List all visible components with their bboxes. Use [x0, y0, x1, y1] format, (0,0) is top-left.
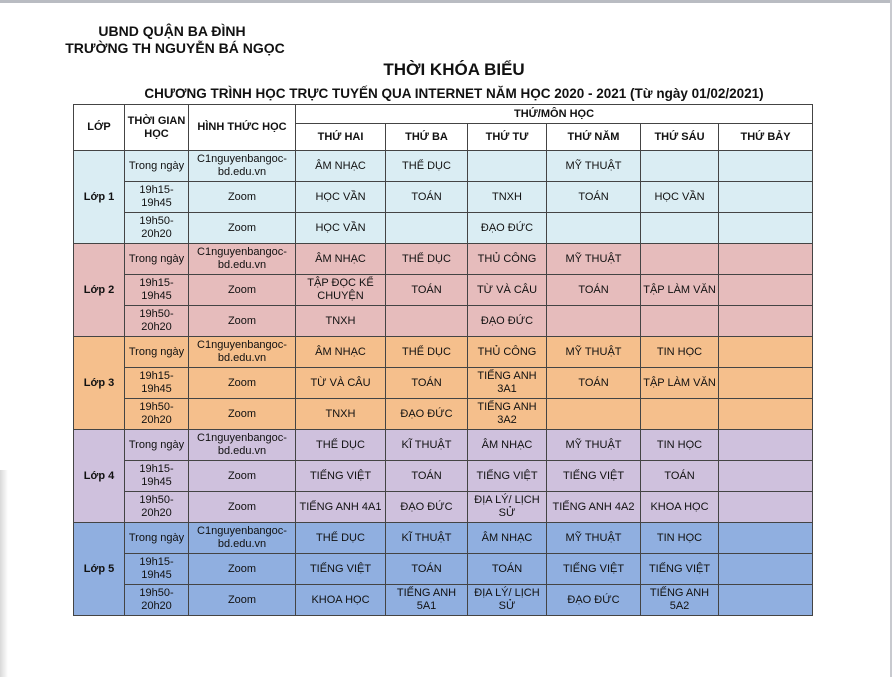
time-cell: 19h50-20h20 [125, 492, 189, 523]
timetable-row [74, 151, 813, 182]
class-name-cell: Lớp 5 [74, 523, 125, 616]
subject-cell [719, 430, 813, 461]
timetable-row [74, 244, 813, 275]
subject-cell [719, 275, 813, 306]
subject-cell: MỸ THUẬT [547, 337, 641, 368]
subject-cell: ĐẠO ĐỨC [468, 306, 547, 337]
header-day: THỨ SÁU [641, 124, 719, 151]
subject-cell: TNXH [468, 182, 547, 213]
page-shadow [0, 470, 8, 677]
subject-cell [719, 585, 813, 616]
subject-cell: MỸ THUẬT [547, 244, 641, 275]
timetable-row [74, 585, 813, 616]
time-cell: Trong ngày [125, 337, 189, 368]
subject-cell: ÂM NHẠC [296, 244, 386, 275]
time-cell: 19h50-20h20 [125, 399, 189, 430]
subject-cell: HỌC VẦN [296, 182, 386, 213]
method-cell: Zoom [189, 275, 296, 306]
subject-cell: TỪ VÀ CÂU [296, 368, 386, 399]
subject-cell [641, 213, 719, 244]
subject-cell: TOÁN [386, 554, 468, 585]
subject-cell [641, 306, 719, 337]
subject-cell: THỂ DỤC [386, 337, 468, 368]
method-cell: C1nguyenbangoc-bd.edu.vn [189, 151, 296, 182]
subject-cell: TIẾNG ANH 4A2 [547, 492, 641, 523]
subject-cell [547, 399, 641, 430]
subject-cell [386, 213, 468, 244]
page-subtitle: CHƯƠNG TRÌNH HỌC TRỰC TUYẾN QUA INTERNET NĂM HỌC 2020 - 2021 (Từ ngày 01/02/2021) [144, 86, 764, 101]
header-day: THỨ TƯ [468, 124, 547, 151]
subject-cell [719, 492, 813, 523]
subject-cell: TIẾNG ANH 3A2 [468, 399, 547, 430]
header-time: THỜI GIAN HỌC [125, 105, 189, 151]
subject-cell [641, 399, 719, 430]
time-cell: 19h15-19h45 [125, 554, 189, 585]
timetable-row [74, 306, 813, 337]
subject-cell: THỦ CÔNG [468, 337, 547, 368]
class-name-cell: Lớp 4 [74, 430, 125, 523]
subject-cell [547, 213, 641, 244]
subject-cell: TOÁN [386, 275, 468, 306]
subject-cell: MỸ THUẬT [547, 151, 641, 182]
subject-cell: TIẾNG VIỆT [468, 461, 547, 492]
subject-cell: TOÁN [641, 461, 719, 492]
timetable-row [74, 337, 813, 368]
subject-cell: TOÁN [386, 368, 468, 399]
time-cell: Trong ngày [125, 244, 189, 275]
subject-cell: TIẾNG ANH 4A1 [296, 492, 386, 523]
subject-cell: TỪ VÀ CÂU [468, 275, 547, 306]
subject-cell: TOÁN [468, 554, 547, 585]
subject-cell [719, 244, 813, 275]
method-cell: C1nguyenbangoc-bd.edu.vn [189, 523, 296, 554]
subject-cell [719, 461, 813, 492]
subject-cell: MỸ THUẬT [547, 523, 641, 554]
method-cell: Zoom [189, 399, 296, 430]
header-method: HÌNH THỨC HỌC [189, 105, 296, 151]
subject-cell [386, 306, 468, 337]
subject-cell: THỂ DỤC [296, 430, 386, 461]
subject-cell [468, 151, 547, 182]
timetable-row [74, 430, 813, 461]
subject-cell [719, 368, 813, 399]
timetable-row [74, 554, 813, 585]
time-cell: 19h15-19h45 [125, 368, 189, 399]
header-day: THỨ HAI [296, 124, 386, 151]
subject-cell: TIN HỌC [641, 523, 719, 554]
time-cell: 19h15-19h45 [125, 461, 189, 492]
time-cell: Trong ngày [125, 523, 189, 554]
subject-cell: THỂ DỤC [296, 523, 386, 554]
header-day-group: THỨ/MÔN HỌC [296, 105, 813, 124]
subject-cell: TIN HỌC [641, 430, 719, 461]
method-cell: Zoom [189, 306, 296, 337]
method-cell: Zoom [189, 492, 296, 523]
time-cell: 19h50-20h20 [125, 306, 189, 337]
subject-cell [641, 151, 719, 182]
subject-cell: TOÁN [547, 275, 641, 306]
method-cell: Zoom [189, 554, 296, 585]
subject-cell: TẬP LÀM VĂN [641, 275, 719, 306]
subject-cell: TIẾNG ANH 5A2 [641, 585, 719, 616]
subject-cell: ĐỊA LÝ/ LỊCH SỬ [468, 492, 547, 523]
timetable-body [74, 151, 813, 616]
method-cell: Zoom [189, 182, 296, 213]
subject-cell: KĨ THUẬT [386, 430, 468, 461]
header-day: THỨ BA [386, 124, 468, 151]
subject-cell: ĐẠO ĐỨC [547, 585, 641, 616]
subject-cell: THỂ DỤC [386, 151, 468, 182]
district-name: UBND QUẬN BA ĐÌNH [98, 23, 246, 39]
method-cell: Zoom [189, 585, 296, 616]
window-top-edge [0, 0, 892, 3]
class-name-cell: Lớp 1 [74, 151, 125, 244]
time-cell: 19h15-19h45 [125, 182, 189, 213]
subject-cell [719, 151, 813, 182]
subject-cell: TẬP LÀM VĂN [641, 368, 719, 399]
timetable [73, 104, 813, 616]
subject-cell: ÂM NHẠC [468, 430, 547, 461]
subject-cell: TNXH [296, 306, 386, 337]
timetable-row [74, 492, 813, 523]
subject-cell: TIẾNG VIỆT [547, 461, 641, 492]
subject-cell [719, 306, 813, 337]
time-cell: 19h15-19h45 [125, 275, 189, 306]
header-day: THỨ NĂM [547, 124, 641, 151]
subject-cell: TẬP ĐỌC KỂ CHUYỆN [296, 275, 386, 306]
subject-cell: TOÁN [386, 461, 468, 492]
subject-cell [641, 244, 719, 275]
subject-cell: TIẾNG ANH 3A1 [468, 368, 547, 399]
timetable-row [74, 399, 813, 430]
subject-cell: TIẾNG VIỆT [296, 461, 386, 492]
method-cell: Zoom [189, 213, 296, 244]
header-day: THỨ BẢY [719, 124, 813, 151]
subject-cell: TIẾNG VIỆT [296, 554, 386, 585]
class-name-cell: Lớp 3 [74, 337, 125, 430]
timetable-row [74, 461, 813, 492]
method-cell: C1nguyenbangoc-bd.edu.vn [189, 430, 296, 461]
subject-cell: ÂM NHẠC [296, 337, 386, 368]
time-cell: 19h50-20h20 [125, 213, 189, 244]
subject-cell [719, 399, 813, 430]
subject-cell: ĐẠO ĐỨC [468, 213, 547, 244]
subject-cell: TIẾNG VIỆT [641, 554, 719, 585]
subject-cell: TIẾNG VIỆT [547, 554, 641, 585]
timetable-row [74, 182, 813, 213]
header-lop: LỚP [74, 105, 125, 151]
subject-cell: HỌC VẦN [296, 213, 386, 244]
subject-cell [547, 306, 641, 337]
timetable-row [74, 213, 813, 244]
timetable-row [74, 275, 813, 306]
subject-cell: TOÁN [547, 182, 641, 213]
subject-cell [719, 337, 813, 368]
subject-cell: KHOA HỌC [296, 585, 386, 616]
subject-cell: ÂM NHẠC [296, 151, 386, 182]
subject-cell: TIN HỌC [641, 337, 719, 368]
page-title: THỜI KHÓA BIỂU [383, 60, 525, 79]
method-cell: Zoom [189, 461, 296, 492]
subject-cell [719, 213, 813, 244]
time-cell: Trong ngày [125, 151, 189, 182]
subject-cell: TOÁN [547, 368, 641, 399]
subject-cell [719, 523, 813, 554]
subject-cell: KĨ THUẬT [386, 523, 468, 554]
subject-cell: TOÁN [386, 182, 468, 213]
time-cell: 19h50-20h20 [125, 585, 189, 616]
timetable-row [74, 368, 813, 399]
subject-cell: THỦ CÔNG [468, 244, 547, 275]
subject-cell: ĐẠO ĐỨC [386, 492, 468, 523]
timetable-row [74, 523, 813, 554]
method-cell: Zoom [189, 368, 296, 399]
subject-cell: THỂ DỤC [386, 244, 468, 275]
subject-cell [719, 554, 813, 585]
subject-cell: ĐỊA LÝ/ LỊCH SỬ [468, 585, 547, 616]
subject-cell [719, 182, 813, 213]
subject-cell: MỸ THUẬT [547, 430, 641, 461]
subject-cell: TIẾNG ANH 5A1 [386, 585, 468, 616]
method-cell: C1nguyenbangoc-bd.edu.vn [189, 244, 296, 275]
time-cell: Trong ngày [125, 430, 189, 461]
class-name-cell: Lớp 2 [74, 244, 125, 337]
subject-cell: KHOA HỌC [641, 492, 719, 523]
method-cell: C1nguyenbangoc-bd.edu.vn [189, 337, 296, 368]
subject-cell: ÂM NHẠC [468, 523, 547, 554]
subject-cell: HỌC VẦN [641, 182, 719, 213]
subject-cell: TNXH [296, 399, 386, 430]
subject-cell: ĐẠO ĐỨC [386, 399, 468, 430]
school-name: TRƯỜNG TH NGUYỄN BÁ NGỌC [65, 40, 285, 56]
